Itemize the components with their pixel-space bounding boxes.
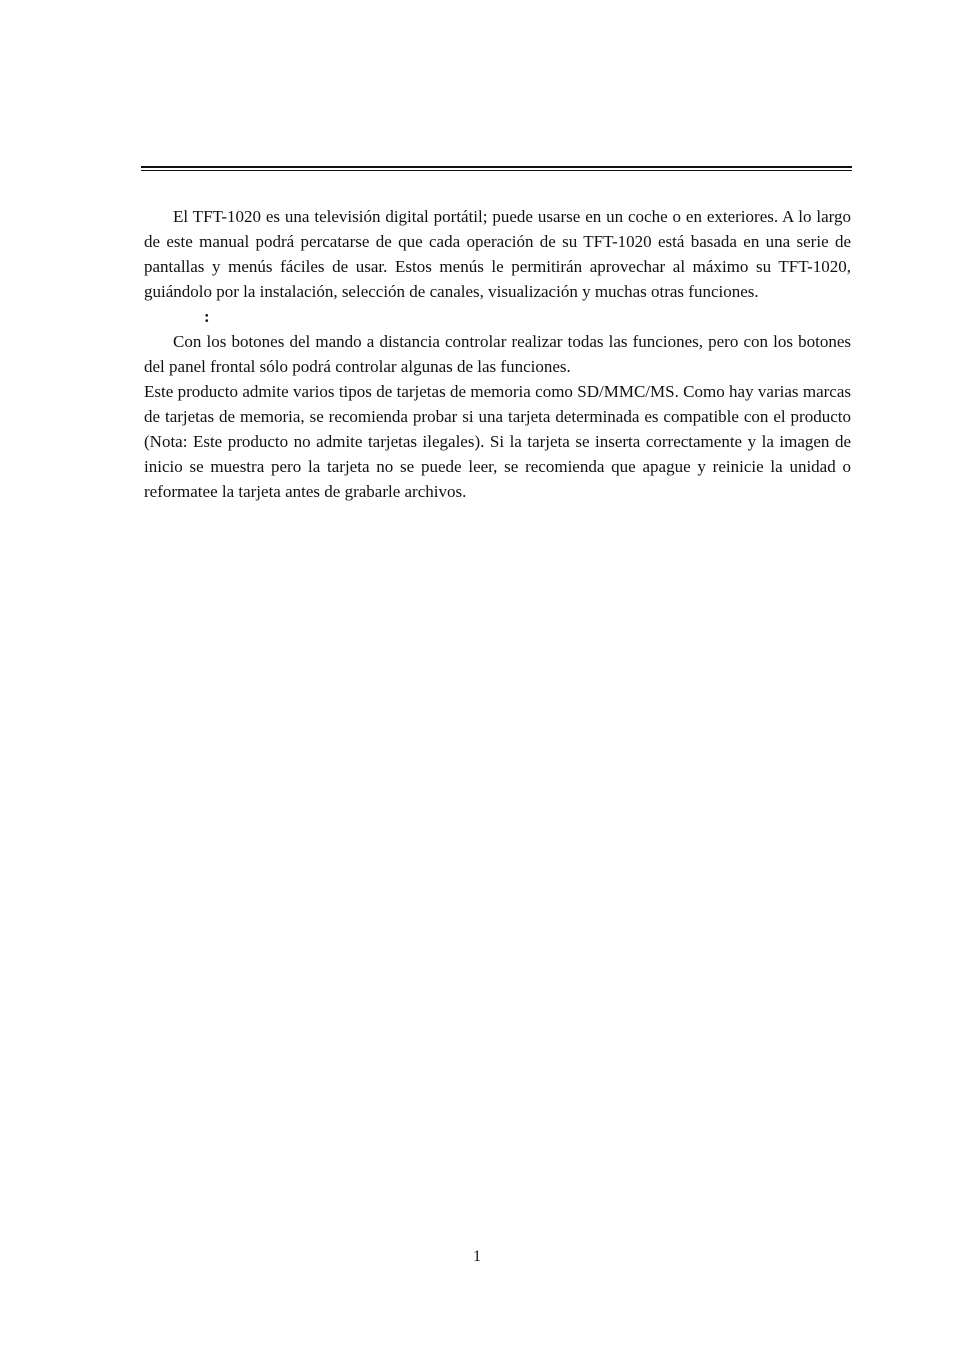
section-colon-label: : bbox=[204, 307, 210, 326]
controls-paragraph: Con los botones del mando a distancia controlar realizar todas las funciones, pero con los botones del panel frontal sólo podrá controlar algunas de las funciones. bbox=[144, 332, 851, 376]
page-number: 1 bbox=[473, 1248, 481, 1265]
document-body bbox=[144, 204, 851, 504]
intro-paragraph: El TFT-1020 es una televisión digital portátil; puede usarse en un coche o en exteriores. A lo largo de este manual podrá percatarse de que cada operación de su TFT-1020 está basada en una serie de pantallas y menús fáciles de usar. Estos menús le permitirán aprovechar al máximo su TFT-1020, guiándolo por la instalación, selección de canales, visualización y muchas otras funciones. bbox=[144, 207, 851, 301]
memory-cards-paragraph: Este producto admite varios tipos de tarjetas de memoria como SD/MMC/MS. Como hay varias marcas de tarjetas de memoria, se recomienda probar si una tarjeta determinada es compatible con el producto (Nota: Este producto no admite tarjetas ilegales). Si la tarjeta se inserta correctamente y la imagen de inicio se muestra pero la tarjeta no se puede leer, se recomienda que apague y reinicie la unidad o reformatee la tarjeta antes de grabarle archivos. bbox=[144, 382, 851, 501]
header-double-rule bbox=[141, 166, 852, 171]
